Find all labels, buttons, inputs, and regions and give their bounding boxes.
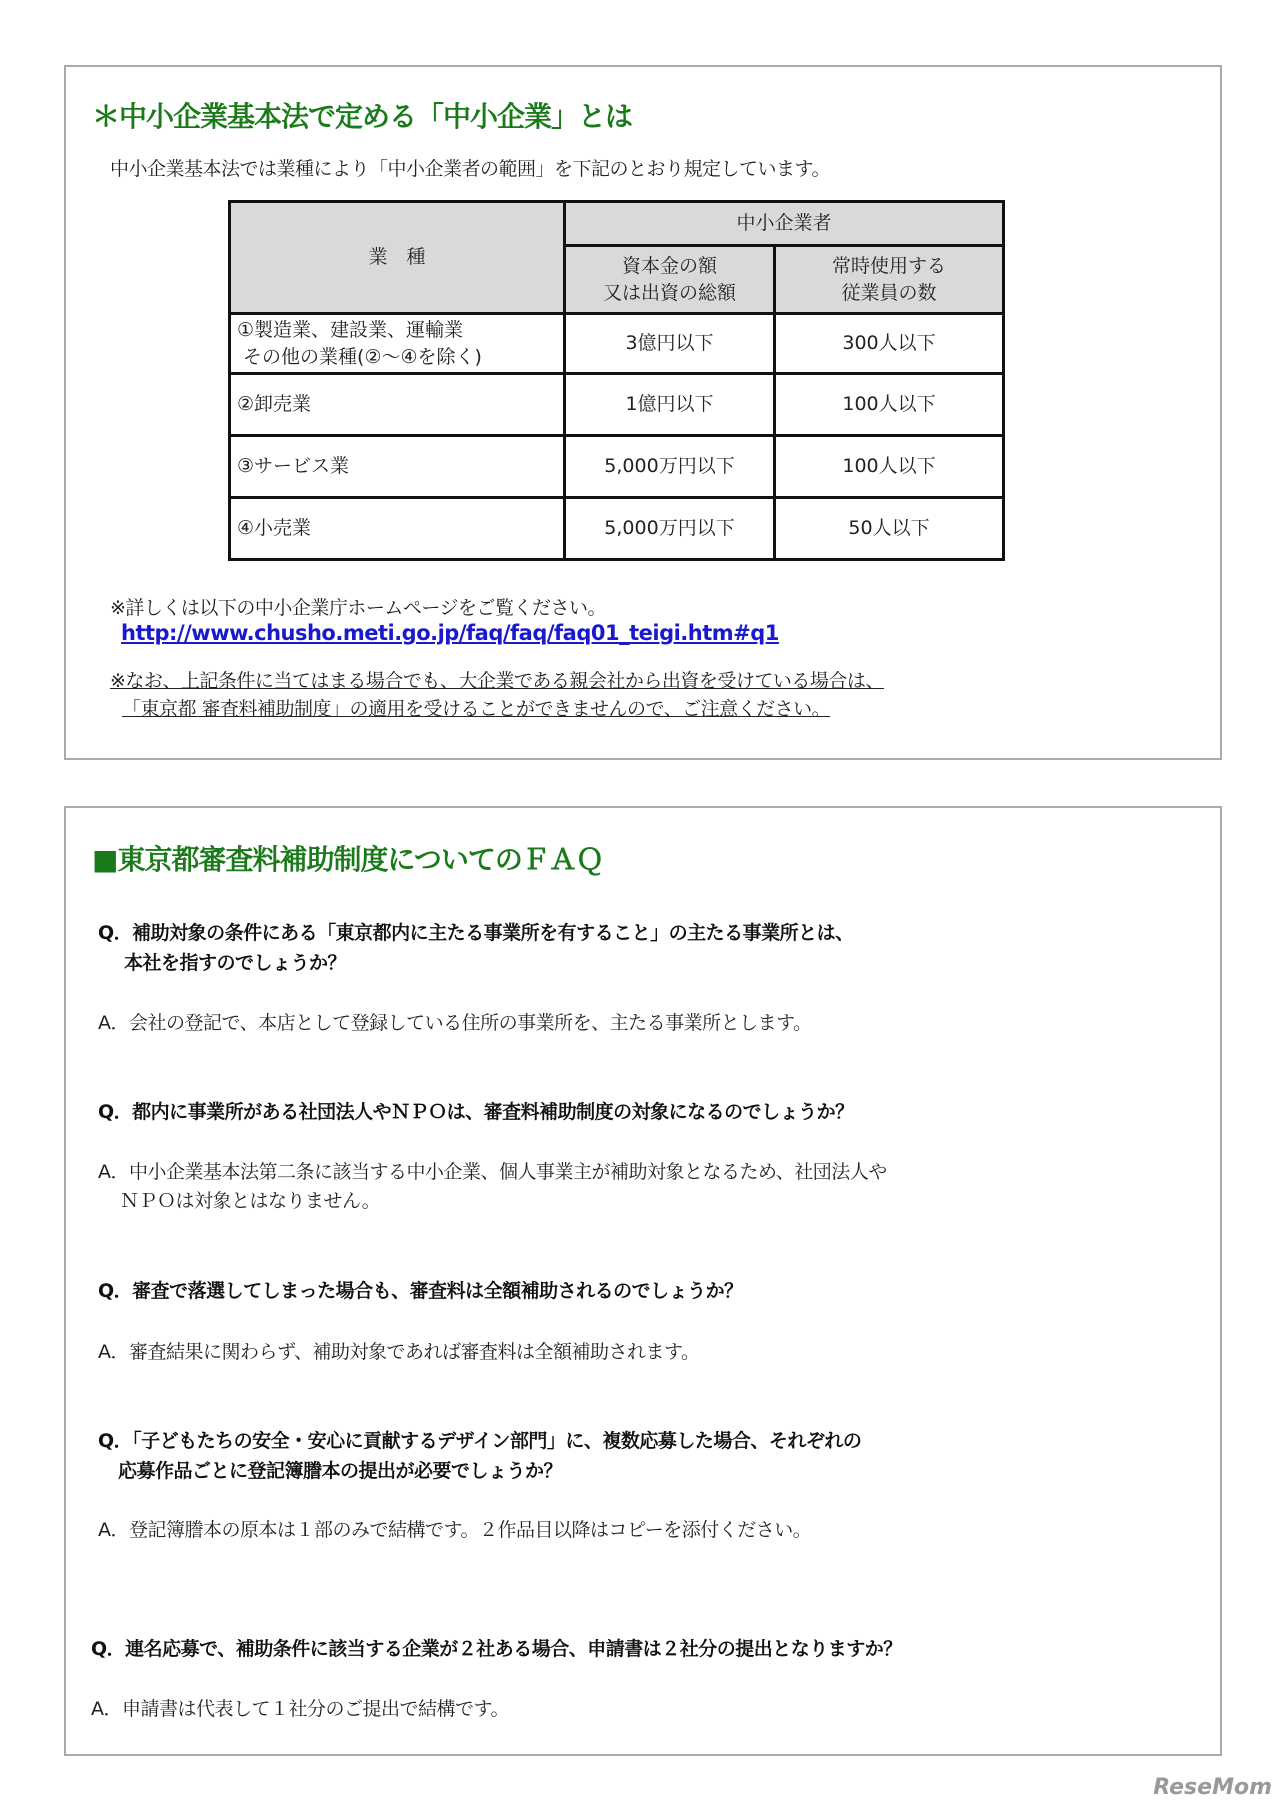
faq-question: Q．都内に事業所がある社団法人やＮＰＯは、審査料補助制度の対象になるのでしょうか？ <box>98 1101 854 1123</box>
sme-intro-text: 中小企業基本法では業種により「中小企業者の範囲」を下記のとおり規定しています。 <box>110 158 830 180</box>
caution-line-2: 「東京都 審査料補助制度」の適用を受けることができませんので、ご注意ください。 <box>122 698 831 720</box>
table-row <box>230 374 1004 436</box>
employees-cell: 100人以下 <box>775 436 1004 498</box>
resemom-watermark: ReseMom <box>1153 1775 1272 1800</box>
faq-question: 応募作品ごとに登記簿謄本の提出が必要でしょうか？ <box>118 1460 563 1482</box>
header-sme-group: 中小企業者 <box>565 202 1004 246</box>
capital-cell: 5,000万円以下 <box>565 498 775 560</box>
industry-cell: ②卸売業 <box>230 374 565 436</box>
faq-question: Q．「子どもたちの安全・安心に貢献するデザイン部門」に、複数応募した場合、それぞれの <box>98 1430 862 1452</box>
sme-definition-title: ＊中小企業基本法で定める「中小企業」とは <box>92 100 633 133</box>
faq-answer: A．審査結果に関わらず、補助対象であれば審査料は全額補助されます。 <box>98 1341 700 1363</box>
industry-cell: ④小売業 <box>230 498 565 560</box>
faq-answer: A．会社の登記で、本店として登録している住所の事業所を、主たる事業所とします。 <box>98 1012 812 1034</box>
employees-cell: 300人以下 <box>775 314 1004 374</box>
header-employees: 常時使用する 従業員の数 <box>775 246 1004 314</box>
capital-cell: 3億円以下 <box>565 314 775 374</box>
faq-question: Q．連名応募で、補助条件に該当する企業が２社ある場合、申請書は２社分の提出となりますか？ <box>91 1638 902 1660</box>
faq-answer: A．登記簿謄本の原本は１部のみで結構です。２作品目以降はコピーを添付ください。 <box>98 1519 812 1541</box>
faq-question: Q．審査で落選してしまった場合も、審査料は全額補助されるのでしょうか？ <box>98 1280 743 1302</box>
table-row <box>230 314 1004 374</box>
chusho-faq-link[interactable]: http://www.chusho.meti.go.jp/faq/faq/faq01_teigi.htm#q1 <box>121 621 779 645</box>
capital-cell: 5,000万円以下 <box>565 436 775 498</box>
faq-question: Q．補助対象の条件にある「東京都内に主たる事業所を有すること」の主たる事業所とは、 <box>98 922 854 944</box>
employees-cell: 50人以下 <box>775 498 1004 560</box>
faq-answer: A．中小企業基本法第二条に該当する中小企業、個人事業主が補助対象となるため、社団法人や <box>98 1161 887 1183</box>
table-row <box>230 436 1004 498</box>
faq-answer: ＮＰＯは対象とはなりません。 <box>120 1190 381 1212</box>
industry-cell: ③サービス業 <box>230 436 565 498</box>
faq-title: ■東京都審査料補助制度についてのＦＡＱ <box>92 843 603 876</box>
sme-range-table <box>228 200 1005 561</box>
industry-cell: ①製造業、建設業、運輸業 その他の業種(②～④を除く) <box>230 314 565 374</box>
faq-answer: A．申請書は代表して１社分のご提出で結構です。 <box>91 1698 509 1720</box>
table-row <box>230 498 1004 560</box>
caution-line-1: ※なお、上記条件に当てはまる場合でも、大企業である親会社から出資を受けている場合は、 <box>110 670 884 692</box>
details-note: ※詳しくは以下の中小企業庁ホームページをご覧ください。 <box>110 597 607 619</box>
faq-question: 本社を指すのでしょうか？ <box>124 952 347 974</box>
capital-cell: 1億円以下 <box>565 374 775 436</box>
header-capital: 資本金の額 又は出資の総額 <box>565 246 775 314</box>
employees-cell: 100人以下 <box>775 374 1004 436</box>
header-industry: 業 種 <box>230 202 565 314</box>
